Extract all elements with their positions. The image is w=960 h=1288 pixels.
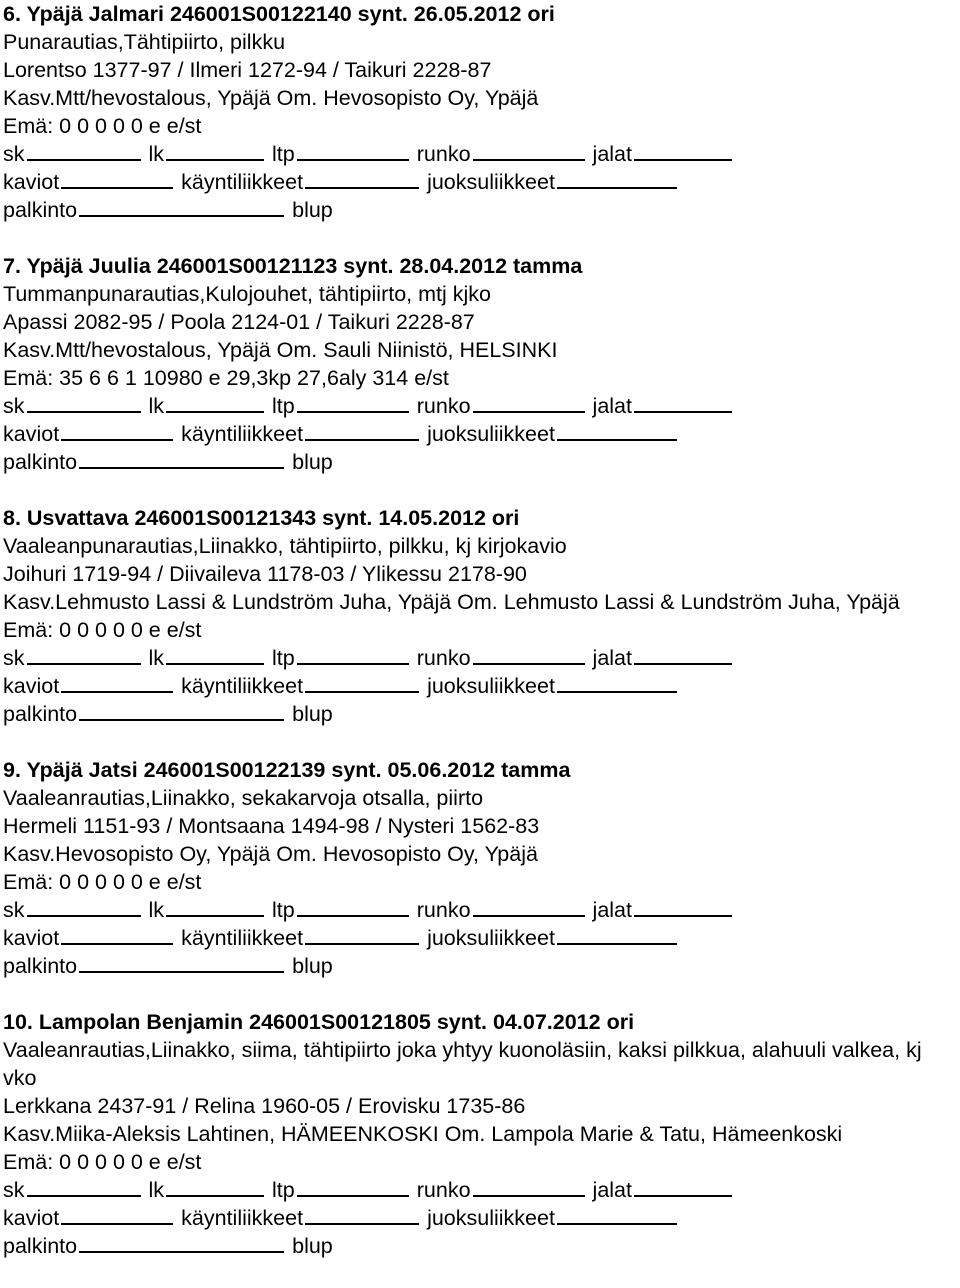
label-runko: runko [416, 646, 471, 670]
field-palkinto [79, 701, 284, 721]
label-blup: blup [292, 450, 333, 474]
field-juoksuliikkeet [557, 673, 677, 693]
label-palkinto: palkinto [3, 450, 78, 474]
score-row-gaits [0, 168, 960, 196]
entry-breeder-owner: Kasv.Hevosopisto Oy, Ypäjä Om. Hevosopisto Oy, Ypäjä [3, 842, 538, 866]
field-palkinto [79, 953, 284, 973]
label-kaviot: kaviot [3, 926, 60, 950]
label-lk: lk [148, 142, 165, 166]
entry-color: Vaaleanpunarautias,Liinakko, tähtipiirto, pilkku, kj kirjokavio [3, 534, 567, 558]
field-juoksuliikkeet [557, 1205, 677, 1225]
label-jalat: jalat [592, 1178, 632, 1202]
field-lk [166, 141, 264, 161]
score-row-conformation [0, 644, 960, 672]
field-juoksuliikkeet [557, 169, 677, 189]
field-jalat [634, 1177, 732, 1197]
field-lk [166, 393, 264, 413]
label-palkinto: palkinto [3, 954, 78, 978]
field-kaviot [61, 169, 173, 189]
label-palkinto: palkinto [3, 1234, 78, 1258]
score-row-conformation [0, 1176, 960, 1204]
label-lk: lk [148, 1178, 165, 1202]
score-row-gaits [0, 420, 960, 448]
entry-dam: Emä: 0 0 0 0 0 e e/st [3, 618, 202, 642]
label-runko: runko [416, 142, 471, 166]
entry-title: 9. Ypäjä Jatsi 246001S00122139 synt. 05.06.2012 tamma [3, 758, 571, 782]
field-jalat [634, 393, 732, 413]
label-palkinto: palkinto [3, 702, 78, 726]
horse-entry [0, 504, 960, 756]
label-jalat: jalat [592, 646, 632, 670]
field-ltp [297, 645, 409, 665]
field-runko [473, 645, 585, 665]
score-row-gaits [0, 924, 960, 952]
field-juoksuliikkeet [557, 421, 677, 441]
field-runko [473, 393, 585, 413]
label-kaviot: kaviot [3, 674, 60, 698]
label-jalat: jalat [592, 394, 632, 418]
field-kayntiliikkeet [305, 1205, 419, 1225]
spacer [0, 980, 960, 1008]
field-sk [27, 393, 141, 413]
label-lk: lk [148, 646, 165, 670]
label-kayntiliikkeet: käyntiliikkeet [181, 170, 304, 194]
entry-breeder-owner: Kasv.Lehmusto Lassi & Lundström Juha, Ypäjä Om. Lehmusto Lassi & Lundström Juha, Ypäjä [3, 590, 900, 614]
entry-dam: Emä: 0 0 0 0 0 e e/st [3, 870, 202, 894]
label-kayntiliikkeet: käyntiliikkeet [181, 674, 304, 698]
label-lk: lk [148, 898, 165, 922]
entry-pedigree: Lerkkana 2437-91 / Relina 1960-05 / Erovisku 1735-86 [3, 1094, 526, 1118]
label-kaviot: kaviot [3, 422, 60, 446]
spacer [0, 476, 960, 504]
label-sk: sk [3, 394, 25, 418]
label-runko: runko [416, 898, 471, 922]
score-row-prize [0, 196, 960, 224]
field-runko [473, 141, 585, 161]
field-juoksuliikkeet [557, 925, 677, 945]
entry-pedigree: Joihuri 1719-94 / Diivaileva 1178-03 / Ylikessu 2178-90 [3, 562, 527, 586]
label-juoksuliikkeet: juoksuliikkeet [427, 674, 555, 698]
field-sk [27, 897, 141, 917]
entry-dam: Emä: 0 0 0 0 0 e e/st [3, 114, 202, 138]
field-kayntiliikkeet [305, 925, 419, 945]
label-juoksuliikkeet: juoksuliikkeet [427, 422, 555, 446]
score-row-conformation [0, 896, 960, 924]
entry-dam: Emä: 0 0 0 0 0 e e/st [3, 1150, 202, 1174]
score-row-prize [0, 448, 960, 476]
field-kayntiliikkeet [305, 169, 419, 189]
horse-entry [0, 1008, 960, 1260]
entry-pedigree: Hermeli 1151-93 / Montsaana 1494-98 / Nysteri 1562-83 [3, 814, 540, 838]
label-juoksuliikkeet: juoksuliikkeet [427, 1206, 555, 1230]
field-sk [27, 645, 141, 665]
label-kayntiliikkeet: käyntiliikkeet [181, 422, 304, 446]
label-blup: blup [292, 954, 333, 978]
field-jalat [634, 897, 732, 917]
field-sk [27, 1177, 141, 1197]
label-kayntiliikkeet: käyntiliikkeet [181, 1206, 304, 1230]
entry-color: Vaaleanrautias,Liinakko, sekakarvoja otsalla, piirto [3, 786, 484, 810]
field-palkinto [79, 1233, 284, 1253]
horse-entry [0, 252, 960, 504]
label-sk: sk [3, 1178, 25, 1202]
field-kayntiliikkeet [305, 421, 419, 441]
label-runko: runko [416, 394, 471, 418]
label-jalat: jalat [592, 142, 632, 166]
entry-title: 6. Ypäjä Jalmari 246001S00122140 synt. 26.05.2012 ori [3, 2, 555, 26]
field-runko [473, 897, 585, 917]
score-row-conformation [0, 140, 960, 168]
label-lk: lk [148, 394, 165, 418]
label-ltp: ltp [272, 394, 295, 418]
label-sk: sk [3, 142, 25, 166]
label-blup: blup [292, 1234, 333, 1258]
label-ltp: ltp [272, 142, 295, 166]
field-jalat [634, 141, 732, 161]
field-lk [166, 897, 264, 917]
score-row-prize [0, 700, 960, 728]
entry-breeder-owner: Kasv.Mtt/hevostalous, Ypäjä Om. Sauli Niinistö, HELSINKI [3, 338, 558, 362]
field-palkinto [79, 449, 284, 469]
entry-title: 10. Lampolan Benjamin 246001S00121805 synt. 04.07.2012 ori [3, 1010, 635, 1034]
entry-breeder-owner: Kasv.Miika-Aleksis Lahtinen, HÄMEENKOSKI Om. Lampola Marie & Tatu, Hämeenkoski [3, 1122, 843, 1146]
label-sk: sk [3, 646, 25, 670]
label-blup: blup [292, 198, 333, 222]
field-kaviot [61, 1205, 173, 1225]
entry-pedigree: Apassi 2082-95 / Poola 2124-01 / Taikuri 2228-87 [3, 310, 475, 334]
entry-dam: Emä: 35 6 6 1 10980 e 29,3kp 27,6aly 314 e/st [3, 366, 449, 390]
field-ltp [297, 897, 409, 917]
field-kaviot [61, 925, 173, 945]
field-lk [166, 1177, 264, 1197]
field-kaviot [61, 421, 173, 441]
label-kaviot: kaviot [3, 170, 60, 194]
field-ltp [297, 141, 409, 161]
score-row-conformation [0, 392, 960, 420]
label-kaviot: kaviot [3, 1206, 60, 1230]
entry-pedigree: Lorentso 1377-97 / Ilmeri 1272-94 / Taikuri 2228-87 [3, 58, 492, 82]
spacer [0, 224, 960, 252]
score-row-gaits [0, 672, 960, 700]
label-runko: runko [416, 1178, 471, 1202]
entry-color: Vaaleanrautias,Liinakko, siima, tähtipiirto joka yhtyy kuonoläsiin, kaksi pilkkua, alahuuli valkea, kj vko [3, 1038, 922, 1090]
label-sk: sk [3, 898, 25, 922]
label-juoksuliikkeet: juoksuliikkeet [427, 170, 555, 194]
label-ltp: ltp [272, 646, 295, 670]
field-lk [166, 645, 264, 665]
score-row-gaits [0, 1204, 960, 1232]
field-kayntiliikkeet [305, 673, 419, 693]
entry-title: 7. Ypäjä Juulia 246001S00121123 synt. 28.04.2012 tamma [3, 254, 583, 278]
horse-entry [0, 0, 960, 252]
label-juoksuliikkeet: juoksuliikkeet [427, 926, 555, 950]
horse-entry [0, 756, 960, 1008]
label-blup: blup [292, 702, 333, 726]
label-ltp: ltp [272, 898, 295, 922]
entry-title: 8. Usvattava 246001S00121343 synt. 14.05.2012 ori [3, 506, 520, 530]
label-kayntiliikkeet: käyntiliikkeet [181, 926, 304, 950]
field-runko [473, 1177, 585, 1197]
field-ltp [297, 393, 409, 413]
field-palkinto [79, 197, 284, 217]
field-jalat [634, 645, 732, 665]
field-ltp [297, 1177, 409, 1197]
entry-color: Tummanpunarautias,Kulojouhet, tähtipiirto, mtj kjko [3, 282, 491, 306]
score-row-prize [0, 1232, 960, 1260]
entry-breeder-owner: Kasv.Mtt/hevostalous, Ypäjä Om. Hevosopisto Oy, Ypäjä [3, 86, 539, 110]
spacer [0, 728, 960, 756]
entry-color: Punarautias,Tähtipiirto, pilkku [3, 30, 286, 54]
label-jalat: jalat [592, 898, 632, 922]
label-ltp: ltp [272, 1178, 295, 1202]
label-palkinto: palkinto [3, 198, 78, 222]
field-kaviot [61, 673, 173, 693]
field-sk [27, 141, 141, 161]
score-row-prize [0, 952, 960, 980]
